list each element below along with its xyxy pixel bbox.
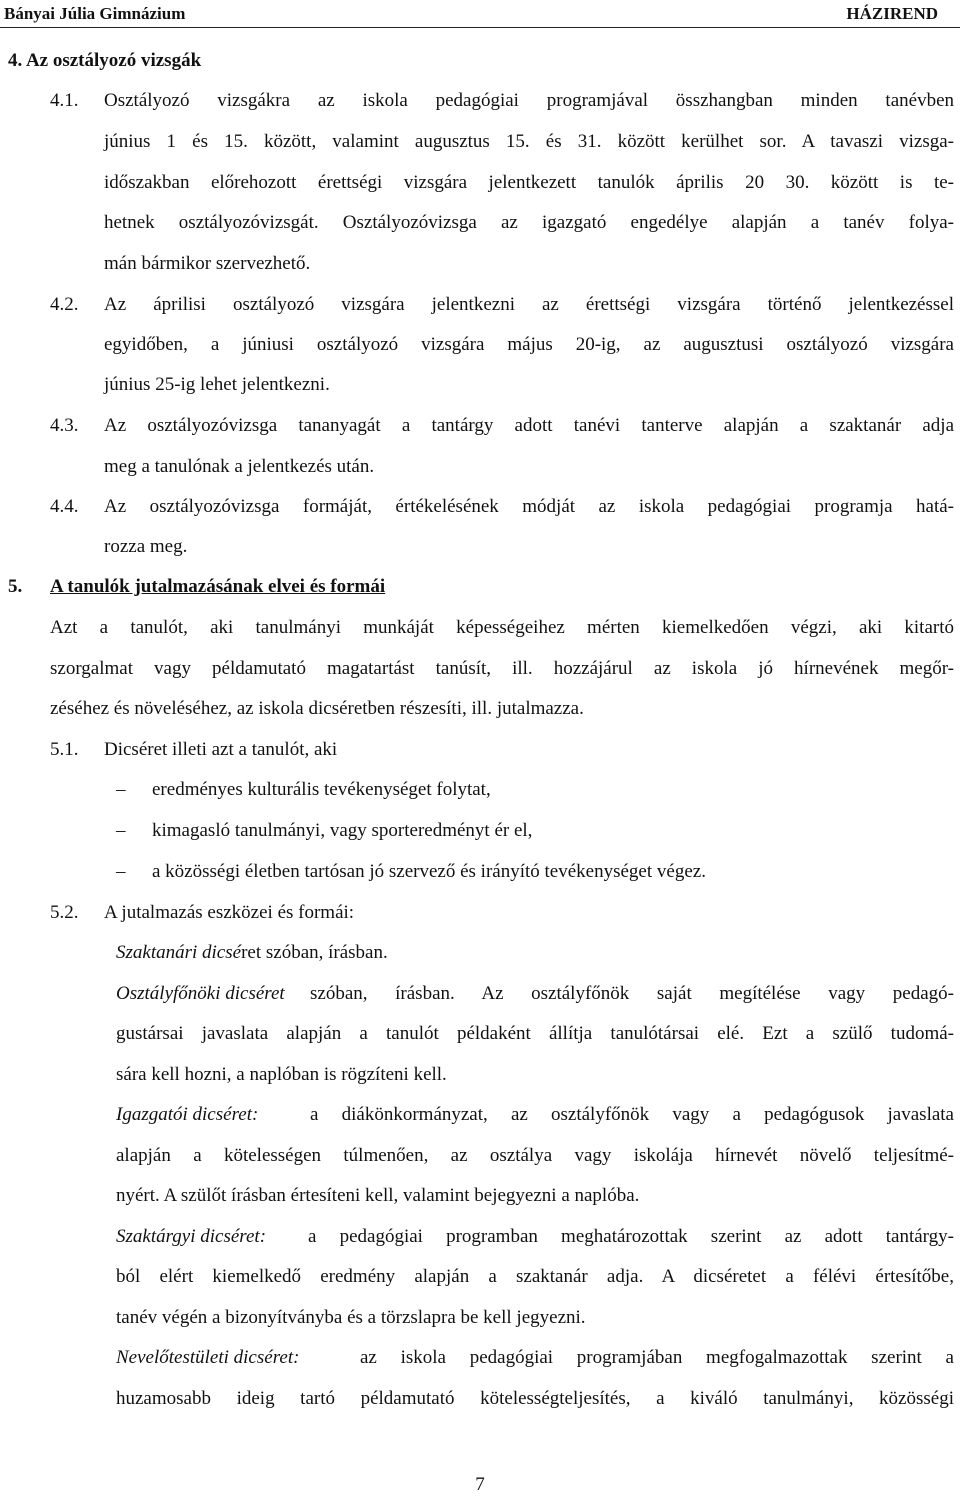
list-item: a közösségi életben tartósan jó szervező és irányító tevékenységet végez. [152, 861, 706, 882]
item-number: 4.2. [50, 294, 79, 315]
paragraph-line [116, 942, 388, 964]
paragraph-line: június 25-ig lehet jelentkezni. [104, 374, 330, 395]
paragraph-line: tanév végén a bizonyítványba és a törzslapra be kell jegyezni. [116, 1307, 586, 1328]
section-5-heading: A tanulók jutalmazásának elvei és formái [50, 576, 386, 597]
paragraph-line: nyért. A szülőt írásban értesíteni kell, valamint bejegyezni a naplóba. [116, 1185, 640, 1206]
list-item: kimagasló tanulmányi, vagy sporteredményt ér el, [152, 820, 533, 841]
section-4-heading: 4. Az osztályozó vizsgák [8, 50, 202, 71]
paragraph-line: időszakban előrehozott érettségi vizsgára jelentkezett tanulók április 20 30. között is te- [104, 172, 954, 193]
term-szaktanari: Szaktanári dicsé [116, 942, 242, 963]
school-name: Bányai Júlia Gimnázium [4, 4, 186, 23]
line-text: szóban, írásban. Az osztályfőnök saját megítélése vagy pedagó- [310, 983, 954, 1004]
paragraph-line: Osztályozó vizsgákra az iskola pedagógiai programjával összhangban minden tanévben [104, 90, 954, 111]
paragraph-line: egyidőben, a júniusi osztályozó vizsgára május 20-ig, az augusztusi osztályozó vizsgára [104, 334, 954, 355]
term-osztalyfonoki: Osztályfőnöki dicséret [116, 983, 285, 1004]
paragraph-line: szorgalmat vagy példamutató magatartást tanúsít, ill. hozzájárul az iskola jó hírnevének megőr- [50, 658, 954, 679]
item-number: 5.2. [50, 902, 79, 923]
term-rest: ret szóban, írásban. [241, 942, 388, 963]
paragraph-line: június 1 és 15. között, valamint augusztus 15. és 31. között kerülhet sor. A tavaszi vizsga- [104, 131, 954, 152]
paragraph-line: rozza meg. [104, 536, 188, 557]
paragraph-line [116, 1226, 954, 1248]
paragraph-line: zéséhez és növeléséhez, az iskola dicséretben részesíti, ill. jutalmazza. [50, 698, 584, 719]
paragraph-line: sára kell hozni, a naplóban is rögzíteni kell. [116, 1064, 447, 1085]
page-number: 7 [475, 1474, 485, 1495]
term-igazgatoi: Igazgatói dicséret: [116, 1104, 259, 1125]
line-text: a pedagógiai programban meghatározottak szerint az adott tantárgy- [308, 1226, 954, 1247]
paragraph-line: A jutalmazás eszközei és formái: [104, 902, 355, 923]
paragraph-line: meg a tanulónak a jelentkezés után. [104, 456, 375, 477]
paragraph-line: Az osztályozóvizsga formáját, értékelésének módját az iskola pedagógiai programja hatá- [104, 496, 954, 517]
list-dash: – [116, 820, 126, 841]
section-5-number: 5. [8, 576, 23, 597]
list-item: eredményes kulturális tevékenységet folytat, [152, 779, 491, 800]
list-dash: – [116, 861, 126, 882]
line-text: a diákönkormányzat, az osztályfőnök vagy a pedagógusok javaslata [310, 1104, 954, 1125]
term-nevelotestuleti: Nevelőtestületi dicséret: [116, 1347, 300, 1368]
paragraph-line: alapján a kötelességen túlmenően, az osztálya vagy iskolája hírnevét növelő teljesítmé- [116, 1145, 954, 1166]
paragraph-line [116, 1104, 954, 1126]
page-header [0, 0, 960, 30]
paragraph-line [116, 983, 954, 1005]
term-szaktargyi: Szaktárgyi dicséret: [116, 1226, 267, 1247]
paragraph-line: mán bármikor szervezhető. [104, 253, 311, 274]
line-text: az iskola pedagógiai programjában megfogalmazottak szerint a [360, 1347, 954, 1368]
header-rule [0, 27, 960, 28]
paragraph-line: Az osztályozóvizsga tananyagát a tantárgy adott tanévi tanterve alapján a szaktanár adja [104, 415, 954, 436]
paragraph-line: huzamosabb ideig tartó példamutató kötelességteljesítés, a kiváló tanulmányi, közösségi [116, 1388, 954, 1409]
paragraph-line: hetnek osztályozóvizsgát. Osztályozóvizsga az igazgató engedélye alapján a tanév folya- [104, 212, 954, 233]
item-number: 4.3. [50, 415, 79, 436]
document-title: HÁZIREND [846, 4, 938, 23]
paragraph-line: Az áprilisi osztályozó vizsgára jelentkezni az érettségi vizsgára történő jelentkezéssel [104, 294, 954, 315]
paragraph-line: ból elért kiemelkedő eredmény alapján a szaktanár adja. A dicséretet a félévi értesítőbe, [116, 1266, 954, 1287]
paragraph-line [116, 1347, 954, 1369]
paragraph-line: Dicséret illeti azt a tanulót, aki [104, 739, 338, 760]
list-dash: – [116, 779, 126, 800]
item-number: 4.4. [50, 496, 79, 517]
paragraph-line: gustársai javaslata alapján a tanulót példaként állítja tanulótársai elé. Ezt a szülő tudomá- [116, 1023, 954, 1044]
item-number: 5.1. [50, 739, 79, 760]
paragraph-line: Azt a tanulót, aki tanulmányi munkáját képességeihez mérten kiemelkedően végzi, aki kitartó [50, 617, 954, 638]
item-number: 4.1. [50, 90, 79, 111]
